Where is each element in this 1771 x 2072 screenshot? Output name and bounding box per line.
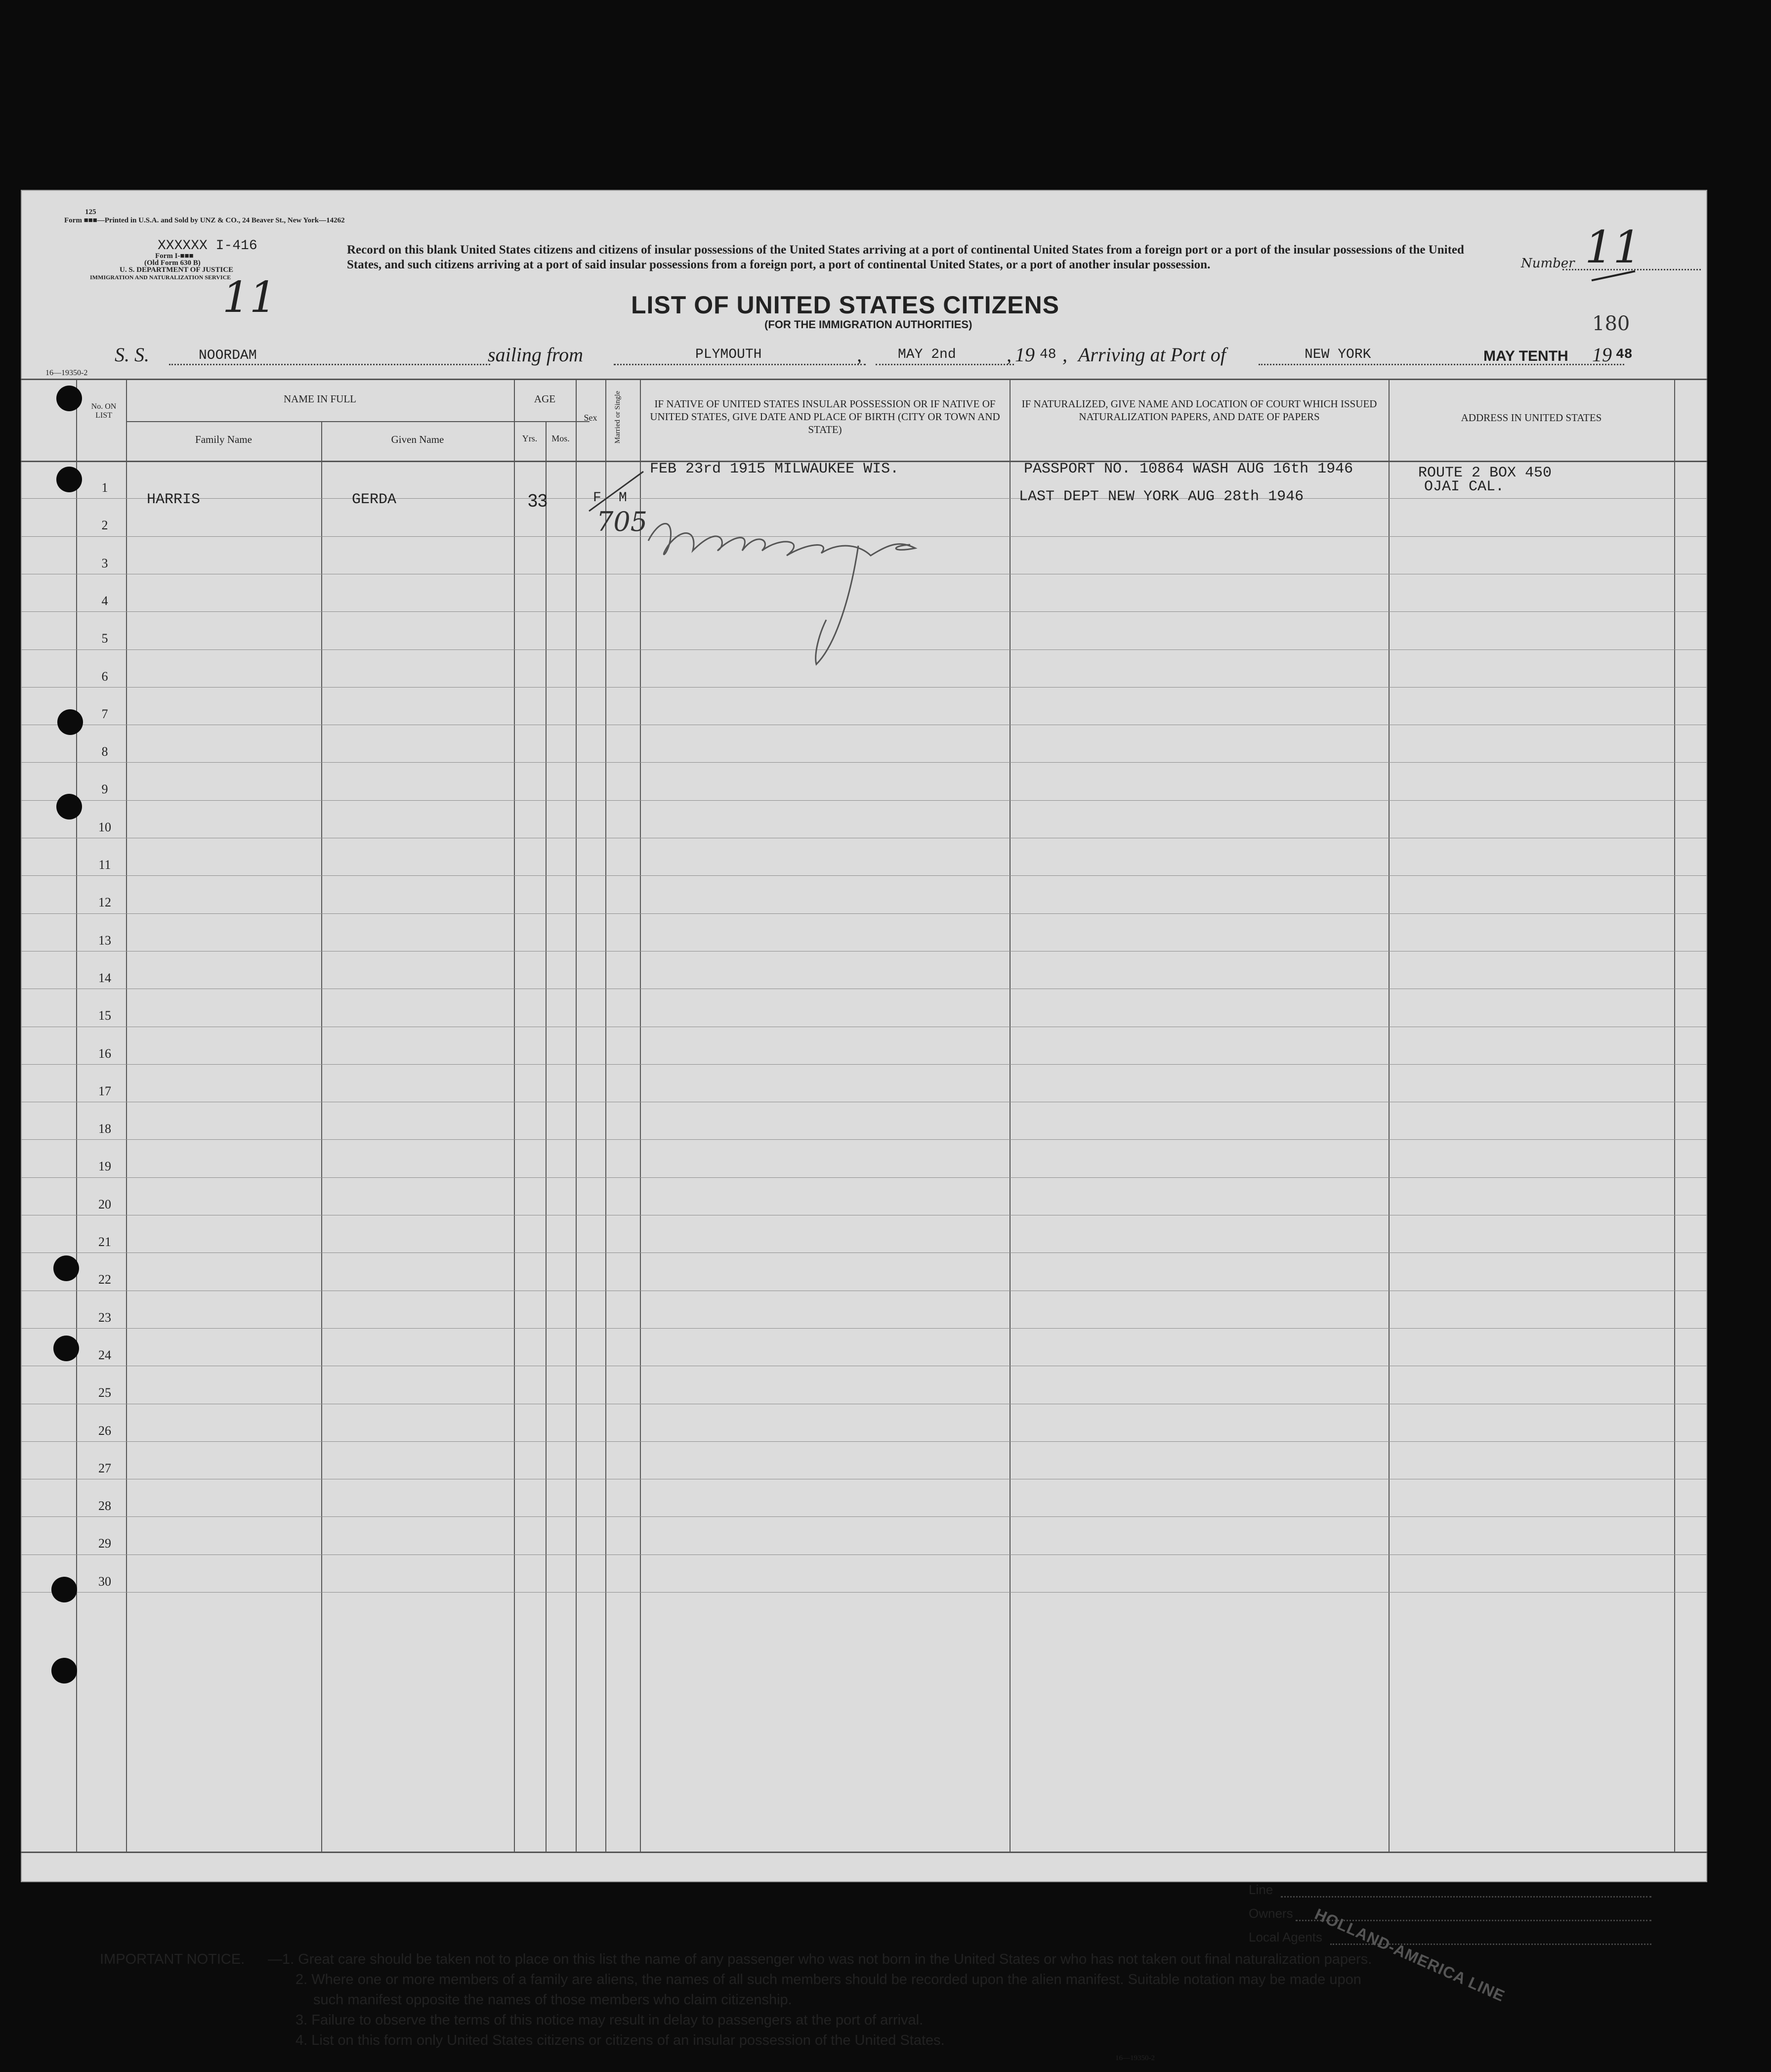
row-number: 8 [101, 744, 108, 759]
row-number: 18 [98, 1122, 111, 1136]
table-row [21, 1592, 1707, 1593]
row-number: 12 [98, 895, 111, 909]
notice-3: 3. Failure to observe the terms of this notice may result in delay to passengers at the port of arrival. [295, 2012, 924, 2028]
department: U. S. DEPARTMENT OF JUSTICE [120, 266, 234, 274]
row-number: 15 [98, 1008, 111, 1023]
entry-family-name: HARRIS [147, 491, 201, 508]
entry-given-name: GERDA [352, 491, 397, 508]
row-number: 27 [98, 1461, 111, 1475]
row-number: 17 [98, 1084, 111, 1098]
agents-label: Local Agents [1249, 1930, 1322, 1944]
row-number: 10 [98, 820, 111, 834]
header-yrs: Yrs. [522, 433, 538, 443]
entry-last-dept: LAST DEPT NEW YORK AUG 28th 1946 [1019, 488, 1304, 505]
notice-title: IMPORTANT NOTICE. [100, 1951, 245, 1967]
row-number: 13 [98, 933, 111, 948]
header-birth: IF NATIVE OF UNITED STATES INSULAR POSSESSION OR IF NATIVE OF UNITED STATES, GIVE DATE AND PLACE OF BIRTH (CITY OR TOWN AND STATE) [650, 398, 1000, 435]
arrival-date: MAY TENTH [1483, 348, 1568, 364]
page-title: LIST OF UNITED STATES CITIZENS [631, 291, 1060, 319]
row-number: 11 [98, 858, 111, 872]
table-row [21, 1516, 1707, 1517]
table-row [21, 1252, 1707, 1253]
punch-hole [51, 1577, 77, 1602]
row-number: 4 [101, 594, 108, 608]
instructions: Record on this blank United States citizens and citizens of insular possessions of the United States arriving at a port of continental United States from a foreign port or a port of the insular possessions of the United States, and such citizens arriving at a port of said insular possessions from a foreign port, a port of continental United States, or a port of another insular possession. [347, 243, 1464, 271]
signature-scribble [574, 447, 1019, 842]
arrival-year-prefix: 19 [1592, 344, 1612, 366]
col-border-2 [126, 379, 127, 1853]
row-number: 24 [98, 1348, 111, 1362]
row-number: 30 [98, 1574, 111, 1589]
punch-hole [51, 1658, 77, 1684]
row-number: 6 [101, 669, 108, 684]
row-number: 7 [101, 707, 108, 721]
table-row [21, 1328, 1707, 1329]
number-value: 11 [1585, 221, 1642, 273]
col-border-1 [76, 379, 77, 1853]
ship-name: NOORDAM [199, 348, 257, 363]
stamp-number: 180 [1592, 312, 1630, 335]
header-no: No. ON LIST [91, 402, 117, 420]
header-given-name: Given Name [391, 433, 444, 445]
col-border-11 [1674, 379, 1675, 1853]
entry-address-1: ROUTE 2 BOX 450 [1418, 465, 1552, 481]
table-row [21, 913, 1707, 914]
service: IMMIGRATION AND NATURALIZATION SERVICE [90, 274, 231, 281]
row-number: 21 [98, 1235, 111, 1249]
entry-marital: M [619, 490, 627, 506]
col-border-5 [546, 422, 547, 1853]
manifest-page: 125 Form ■■■—Printed in U.S.A. and Sold by UNZ & CO., 24 Beaver St., New York—14262 XXXXXX I-416 Form I-■■■ (Old Form 630 B) U. S. DEPARTMENT OF JUSTICE IMMIGRATION AND NATURALIZATION SERVICE 11 Record on this blank United States citizens and citizens of insular possessions of the United States arriving at a port of continental United States from a foreign port or a port of the insular possessions of the United States, and such citizens arriving at a port of said insular possessions from a foreign port, a port of continental United States, or a port of another insular possession. Number 11 LIST OF UNITED STATES CITIZENS (FOR THE IMMIGRATION AUTHORITIES) 180 S. S. NOORDAM sailing from PLYMOUTH , MAY 2nd , 19 48 , Arriving at Port of NEW YORK MAY TENTH 19 48 16—19350-2 No. ON LIST NAME IN FULL Family Name Given Name AGE Yrs. Mos. Sex Married or Single IF NATIVE OF UNITED STATES INSULAR POSSESSION OR IF NATIVE OF UNITED STATES, GIVE DATE AND PLACE OF BIRTH (CITY OR TOWN AND STATE) IF NATURALIZED, GIVE NAME AND LOCATION OF COURT WHICH ISSUED NATURALIZATION PAPERS, AND DATE OF PAPERS ADDRESS IN UNITED STATES 1 2 3 4 5 6 7 8 9 10 11 12 13 14 15 16 17 18 19 20 21 22 23 24 25 26 27 28 29 30 HARRIS GERDA 33 F M FEB 23rd 1915 MILWAUKEE WIS. PASSPORT NO. 10864 WASH AUG 16th 1946 LAST DEPT NEW YORK AUG 28th 1946 ROUTE 2 BOX 450 OJAI CAL. 705 Line Owners Local Agents HOLLAND-AMERICA LINE IMPORTANT NOTICE. —1. Great care should be taken not to place on this list the name of any passenger who was not born in the United States or who has not taken out final naturalization papers. 2. Where one or more members of a family are aliens, the names of all such members should be recorded upon the alien manifest. Suitable notation may be made upon such manifest opposite the names of those members who claim citizenship. 3. Failure to observe the terms of this notice may result in delay to passengers at the port of arrival. 4. List on this form only United States citizens or citizens of an insular possession of the United States. 16—19350-2 [21, 190, 1707, 1882]
header-age: AGE [534, 393, 556, 405]
punch-hole [53, 1255, 79, 1281]
notice-2a: 2. Where one or more members of a family are aliens, the names of all such members should be recorded upon the alien manifest. Suitable notation may be made upon [295, 1972, 1361, 1987]
row-number: 23 [98, 1310, 111, 1325]
form-id: XXXXXX I-416 [158, 238, 257, 254]
header-married: Married or Single [614, 390, 622, 444]
printer-number: 125 [85, 208, 96, 216]
sailing-date: MAY 2nd [898, 347, 956, 362]
table-top-border [21, 379, 1707, 380]
row-number: 26 [98, 1424, 111, 1438]
printer-line: Form ■■■—Printed in U.S.A. and Sold by UNZ & CO., 24 Beaver St., New York—14262 [64, 216, 345, 224]
sailing-year: 48 [1040, 347, 1056, 362]
year-prefix: 19 [1015, 344, 1035, 366]
line-dots [1281, 1896, 1651, 1898]
punch-hole [56, 386, 82, 411]
punch-hole [53, 1336, 79, 1361]
arrival-port: NEW YORK [1305, 347, 1371, 362]
header-mos: Mos. [551, 433, 570, 443]
arrival-year: 48 [1616, 347, 1633, 362]
punch-hole [56, 794, 82, 820]
entry-sex: F [593, 490, 601, 506]
row-number: 2 [101, 518, 108, 532]
notice-2b: such manifest opposite the names of those members who claim citizenship. [313, 1992, 792, 2008]
number-label: Number [1521, 256, 1575, 271]
table-row [21, 1139, 1707, 1140]
row-number: 14 [98, 971, 111, 985]
table-row [21, 1064, 1707, 1065]
margin-code: 16—19350-2 [45, 369, 88, 377]
header-name-in-full: NAME IN FULL [284, 393, 356, 405]
notice-1: —1. Great care should be taken not to place on this list the name of any passenger who was not born in the United States or who has not taken out final naturalization papers. [268, 1951, 1372, 1967]
row-number: 5 [101, 631, 108, 646]
header-sex: Sex [584, 413, 597, 423]
row-number: 22 [98, 1272, 111, 1287]
row-number: 16 [98, 1046, 111, 1061]
entry-passport: PASSPORT NO. 10864 WASH AUG 16th 1946 [1024, 461, 1353, 477]
table-row [21, 1441, 1707, 1442]
table-row [21, 875, 1707, 876]
col-border-3 [321, 422, 322, 1853]
row-number: 20 [98, 1197, 111, 1211]
header-naturalized: IF NATURALIZED, GIVE NAME AND LOCATION OF COURT WHICH ISSUED NATURALIZATION PAPERS, AND DATE OF PAPERS [1021, 398, 1377, 423]
row-number: 25 [98, 1385, 111, 1400]
col-border-4 [514, 379, 515, 1853]
row-number: 28 [98, 1499, 111, 1513]
page-subtitle: (FOR THE IMMIGRATION AUTHORITIES) [764, 318, 972, 331]
sailing-label: sailing from [488, 344, 583, 366]
header-address: ADDRESS IN UNITED STATES [1461, 412, 1602, 424]
table-bottom-border [21, 1852, 1707, 1853]
row-number: 29 [98, 1536, 111, 1551]
table-row [21, 1554, 1707, 1555]
header-family-name: Family Name [195, 433, 252, 445]
entry-age: 33 [528, 490, 548, 511]
row-number: 3 [101, 556, 108, 570]
ss-label: S. S. [115, 344, 149, 366]
punch-hole [57, 709, 83, 735]
entry-birth: FEB 23rd 1915 MILWAUKEE WIS. [650, 461, 899, 477]
entry-address-2: OJAI CAL. [1424, 478, 1505, 495]
sailing-from: PLYMOUTH [695, 347, 762, 362]
handwritten-note: 705 [596, 506, 648, 537]
row-number: 1 [101, 480, 108, 495]
company-stamp: HOLLAND-AMERICA LINE [1312, 1905, 1508, 2005]
col-border-10 [1389, 379, 1390, 1853]
bottom-code: 16—19350-2 [1115, 2054, 1155, 2062]
row-number: 9 [101, 782, 108, 796]
punch-hole [56, 467, 82, 492]
owners-label: Owners [1249, 1906, 1293, 1921]
notice-4: 4. List on this form only United States citizens or citizens of an insular possession of the United States. [295, 2032, 945, 2048]
table-row [21, 1177, 1707, 1178]
handwritten-mark: 11 [222, 273, 277, 322]
line-label: Line [1249, 1882, 1273, 1897]
arriving-label: Arriving at Port of [1078, 344, 1226, 366]
form-old: Form I-■■■ [155, 252, 194, 260]
row-number: 19 [98, 1159, 111, 1173]
form-old-2: (Old Form 630 B) [144, 259, 201, 267]
